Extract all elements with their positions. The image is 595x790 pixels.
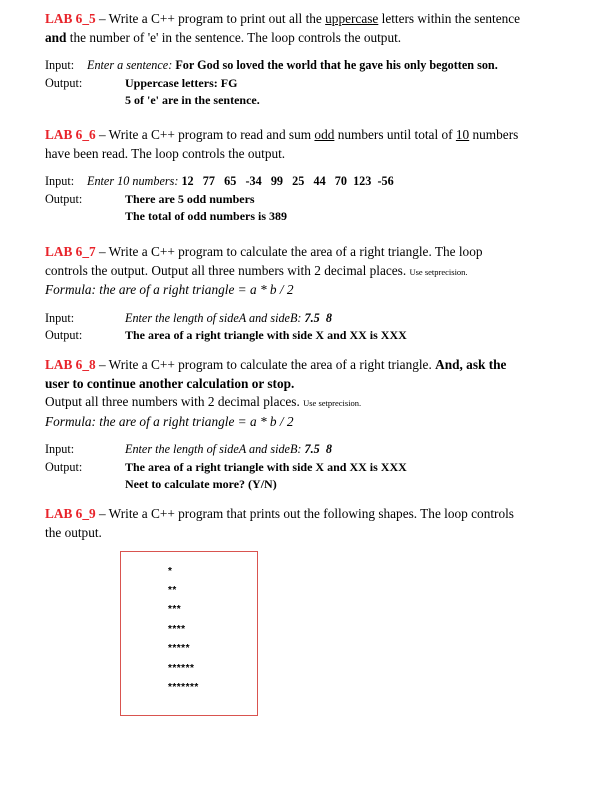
shape-row-1: *: [168, 566, 173, 577]
lab-6-8-title: LAB 6_8: [45, 357, 96, 372]
lab-6-8-section: [45, 356, 570, 493]
shape-row-2: **: [168, 585, 177, 596]
lab-6-5-title: LAB 6_5: [45, 11, 96, 26]
lab-6-8-input: Input: Enter the length of sideA and sideB: 7.5 8: [45, 442, 332, 456]
lab-6-8-description: LAB 6_8 – Write a C++ program to calculate the area of a right triangle. And, ask the user to continue another calculation or stop. Output all three numbers with 2 decimal places. Use setprecision. Formula: the are of a right triangle = a * b / 2: [45, 357, 507, 429]
lab-6-9-section: [45, 505, 570, 542]
lab-6-9-description: LAB 6_9 – Write a C++ program that prints out the following shapes. The loop controls the output.: [45, 506, 514, 540]
lab-6-7-title: LAB 6_7: [45, 244, 96, 259]
lab-6-7-formula: Formula: the are of a right triangle = a * b / 2: [45, 282, 294, 297]
lab-6-5-input: Input: Enter a sentence: For God so loved the world that he gave his only begotten son.: [45, 58, 498, 72]
shape-row-4: ****: [168, 624, 186, 635]
lab-6-6-description: LAB 6_6 – Write a C++ program to read and sum odd numbers until total of 10 numbers have been read. The loop controls the output.: [45, 127, 519, 161]
shape-row-3: ***: [168, 604, 182, 615]
lab-6-7-section: [45, 243, 570, 345]
shape-row-5: *****: [168, 643, 190, 654]
lab-6-6-title: LAB 6_6: [45, 127, 96, 142]
lab-6-5-output: Output: Uppercase letters: FG: [45, 75, 238, 90]
lab-6-5-description: LAB 6_5 – Write a C++ program to print out all the uppercase letters within the sentence and the number of 'e' in the sentence. The loop controls the output.: [45, 11, 521, 45]
lab-6-5-section: [45, 10, 570, 109]
lab-6-8-formula: Formula: the are of a right triangle = a * b / 2: [45, 413, 294, 429]
lab-6-5-output-line-2: 5 of 'e' are in the sentence.: [125, 93, 260, 107]
lab-6-7-description: LAB 6_7 – Write a C++ program to calculate the area of a right triangle. The loop controls the output. Output all three numbers with 2 decimal places. Use setprecision. Formula: the are of a right triangle = a * b / 2: [45, 244, 483, 297]
lab-6-6-output: Output: There are 5 odd numbers: [45, 191, 255, 206]
lab-6-8-output-line-2: Neet to calculate more? (Y/N): [125, 477, 277, 491]
shape-row-7: *******: [168, 682, 199, 693]
lab-6-7-input: Input: Enter the length of sideA and sideB: 7.5 8: [45, 310, 332, 325]
shape-box: [120, 551, 258, 716]
lab-6-6-section: [45, 126, 570, 225]
lab-6-7-output: Output: The area of a right triangle with side X and XX is XXX: [45, 328, 407, 342]
lab-6-6-output-line-2: The total of odd numbers is 389: [125, 209, 288, 223]
shape-row-6: ******: [168, 663, 195, 674]
lab-6-8-output: Output: The area of a right triangle with side X and XX is XXX: [45, 459, 407, 474]
lab-6-6-input: Input: Enter 10 numbers: 12 77 65 -34 99 25 44 70 123 -56: [45, 174, 394, 188]
lab-6-9-title: LAB 6_9: [45, 506, 96, 521]
